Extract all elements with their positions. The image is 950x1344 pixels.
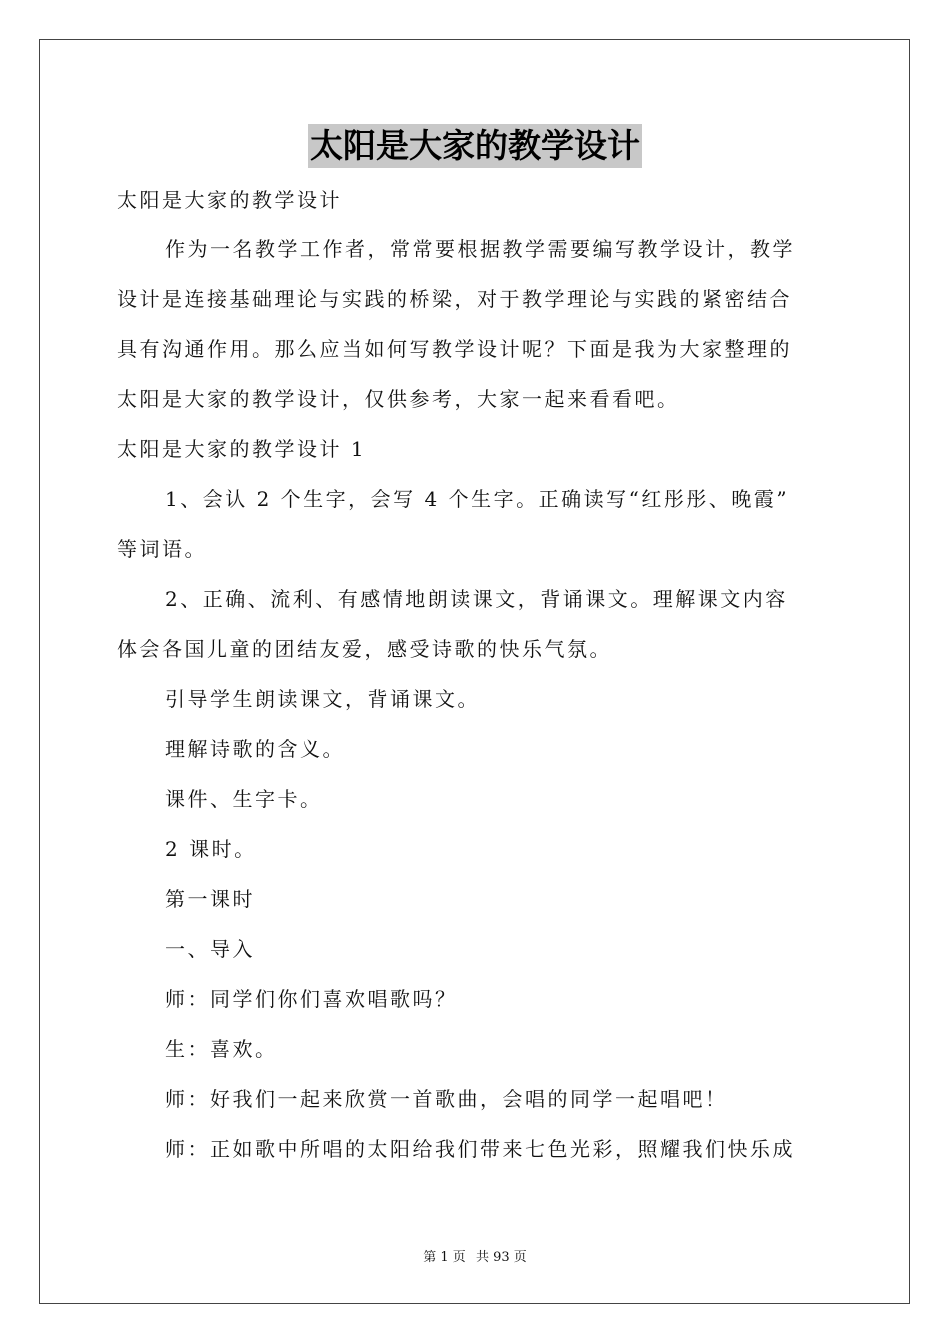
paragraph-line: 第一课时 bbox=[165, 887, 255, 911]
paragraph-line: 设计是连接基础理论与实践的桥梁，对于教学理论与实践的紧密结合 bbox=[117, 287, 792, 311]
paragraph-line: 引导学生朗读课文，背诵课文。 bbox=[165, 687, 480, 711]
paragraph-line: 生：喜欢。 bbox=[165, 1037, 278, 1061]
paragraph-line: 体会各国儿童的团结友爱，感受诗歌的快乐气氛。 bbox=[117, 637, 612, 661]
paragraph-line: 作为一名教学工作者，常常要根据教学需要编写教学设计，教学 bbox=[165, 237, 795, 261]
page-border bbox=[39, 39, 910, 1304]
page-total: 共 93 页 bbox=[475, 1250, 527, 1265]
paragraph-line: 理解诗歌的含义。 bbox=[165, 737, 345, 761]
paragraph-line: 2、正确、流利、有感情地朗读课文，背诵课文。理解课文内容 bbox=[165, 587, 788, 611]
paragraph-line: 师：正如歌中所唱的太阳给我们带来七色光彩，照耀我们快乐成 bbox=[165, 1137, 795, 1161]
page-footer bbox=[0, 1246, 950, 1265]
page-number: 第 1 页 bbox=[423, 1250, 466, 1265]
title-container bbox=[0, 124, 950, 168]
paragraph-line: 一、导入 bbox=[165, 937, 255, 961]
paragraph-line: 2 课时。 bbox=[165, 837, 257, 861]
section-heading: 太阳是大家的教学设计 1 bbox=[117, 437, 367, 461]
document-title: 太阳是大家的教学设计 bbox=[308, 124, 642, 168]
paragraph-line: 太阳是大家的教学设计，仅供参考，大家一起来看看吧。 bbox=[117, 387, 680, 411]
paragraph-line: 课件、生字卡。 bbox=[165, 787, 323, 811]
paragraph-line: 等词语。 bbox=[117, 537, 207, 561]
paragraph-line: 师：同学们你们喜欢唱歌吗？ bbox=[165, 987, 458, 1011]
subtitle-line: 太阳是大家的教学设计 bbox=[117, 188, 342, 212]
paragraph-line: 1、会认 2 个生字，会写 4 个生字。正确读写“红彤彤、晚霞” bbox=[165, 487, 790, 511]
paragraph-line: 具有沟通作用。那么应当如何写教学设计呢？下面是我为大家整理的 bbox=[117, 337, 792, 361]
paragraph-line: 师：好我们一起来欣赏一首歌曲，会唱的同学一起唱吧！ bbox=[165, 1087, 728, 1111]
